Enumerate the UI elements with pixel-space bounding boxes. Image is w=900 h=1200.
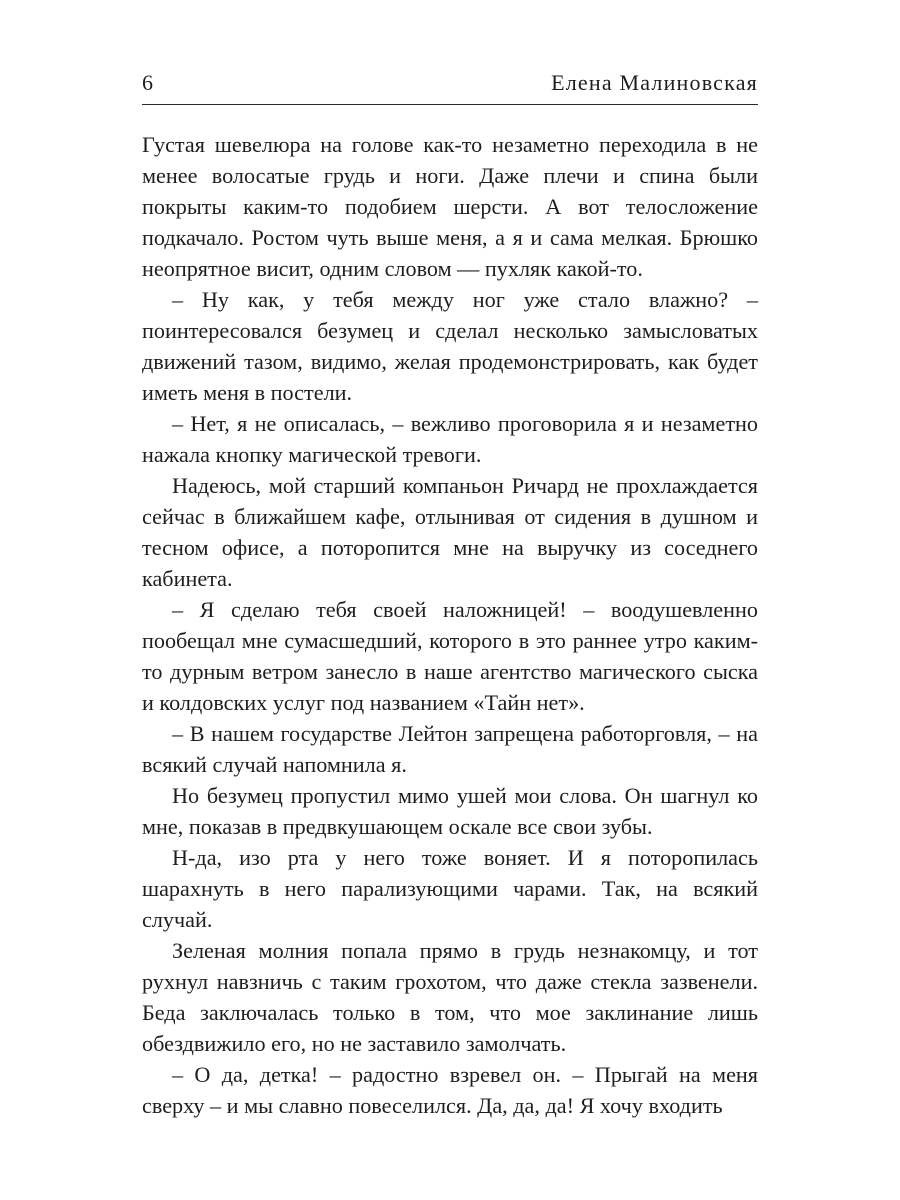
body-text	[142, 129, 758, 1121]
book-page	[142, 60, 758, 1121]
paragraph: – Ну как, у тебя между ног уже стало влажно? – поинтересовался безумец и сделал несколько замысловатых движений тазом, видимо, желая продемонстрировать, как будет иметь меня в постели.	[142, 287, 758, 405]
running-head-author: Елена Малиновская	[551, 70, 758, 95]
page-number: 6	[142, 70, 153, 95]
paragraph: Зеленая молния попала прямо в грудь незнакомцу, и тот рухнул навзничь с таким грохотом, что даже стекла зазвенели. Беда заключалась только в том, что мое заклинание лишь обездвижило его, но не заставило замолчать.	[142, 938, 758, 1056]
paragraph: Н-да, изо рта у него тоже воняет. И я поторопилась шарахнуть в него парализующими чарами. Так, на всякий случай.	[142, 845, 758, 932]
page-header	[142, 60, 758, 105]
paragraph: – О да, детка! – радостно взревел он. – Прыгай на меня сверху – и мы славно повеселился. Да, да, да! Я хочу входить	[142, 1062, 758, 1118]
paragraph: Густая шевелюра на голове как-то незаметно переходила в не менее волосатые грудь и ноги. Даже плечи и спина были покрыты каким-то подобием шерсти. А вот телосложение подкачало. Ростом чуть выше меня, а я и сама мелкая. Брюшко неопрятное висит, одним словом — пухляк какой-то.	[142, 132, 758, 281]
paragraph: Но безумец пропустил мимо ушей мои слова. Он шагнул ко мне, показав в предвкушающем оскале все свои зубы.	[142, 783, 758, 839]
paragraph: – В нашем государстве Лейтон запрещена работорговля, – на всякий случай напомнила я.	[142, 721, 758, 777]
paragraph: – Нет, я не описалась, – вежливо проговорила я и незаметно нажала кнопку магической тревоги.	[142, 411, 758, 467]
paragraph: Надеюсь, мой старший компаньон Ричард не прохлаждается сейчас в ближайшем кафе, отлынивая от сидения в душном и тесном офисе, а поторопится мне на выручку из соседнего кабинета.	[142, 473, 758, 591]
paragraph: – Я сделаю тебя своей наложницей! – воодушевленно пообещал мне сумасшедший, которого в это раннее утро каким-то дурным ветром занесло в наше агентство магического сыска и колдовских услуг под названием «Тайн нет».	[142, 597, 758, 715]
